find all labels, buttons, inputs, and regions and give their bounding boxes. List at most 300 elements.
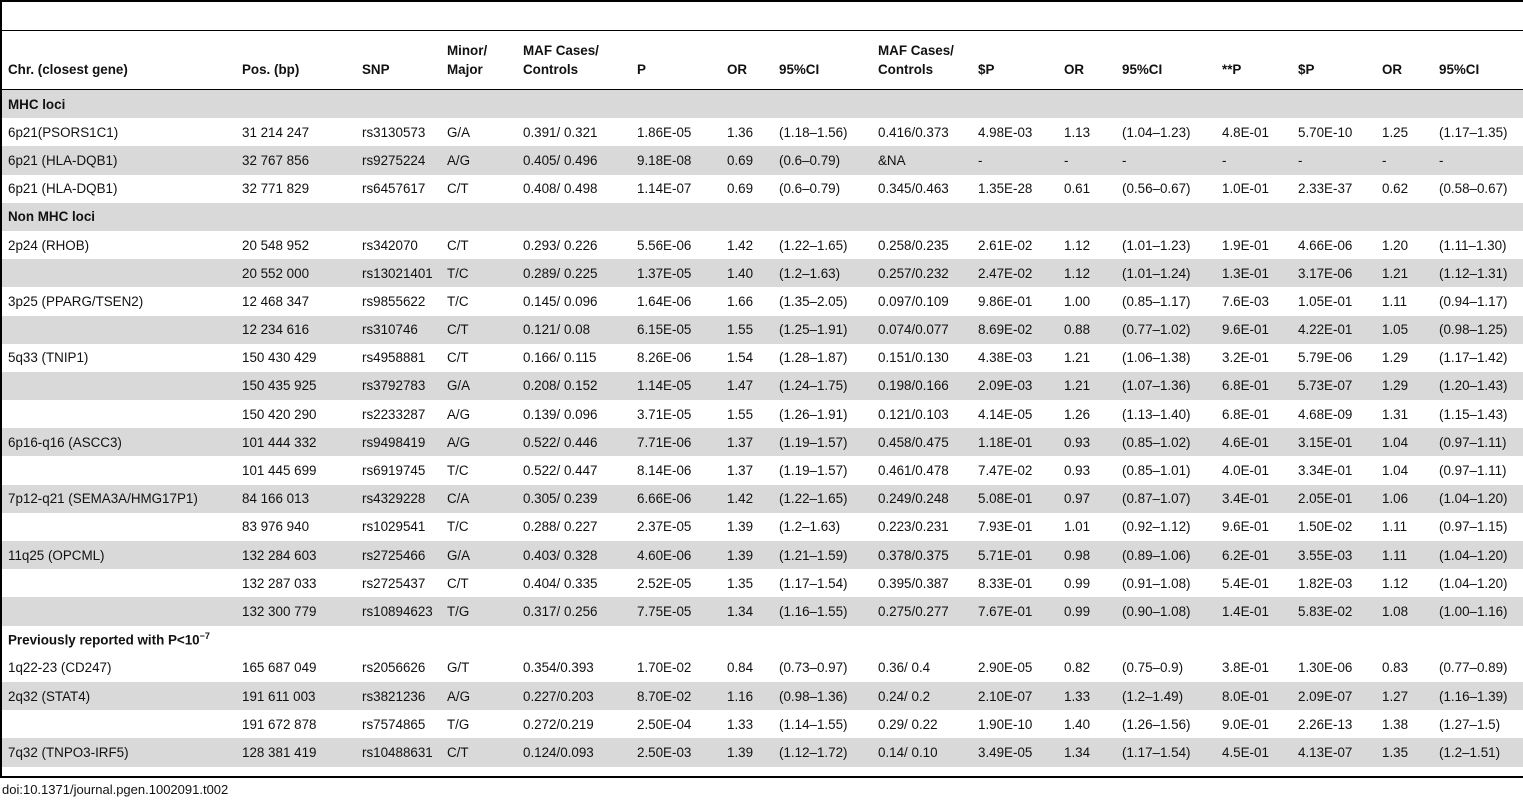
section-title: Previously reported with $P<10^{-7}$ [2,626,1523,654]
table-cell: G/T [447,660,470,676]
table-cell: 6p21(PSORS1C1) [8,124,119,140]
table-cell: (0.97–1.11) [1439,463,1507,479]
column-header: $P [972,35,1058,90]
table-cell: (1.25–1.91) [773,316,872,344]
table-cell: 0.522/ 0.446 [517,428,631,456]
table-cell: 1q22-23 (CD247) [8,660,112,676]
table-cell: (0.98–1.36) [773,682,872,710]
table-cell: 11q25 (OPCML) [2,541,236,569]
table-cell: 0.354/0.393 [523,660,594,676]
table-cell: 3.34E-01 [1298,463,1353,479]
table-cell: (1.22–1.65) [773,485,872,513]
table-cell: 191 672 878 [242,716,317,732]
table-cell: 132 284 603 [236,541,356,569]
table-cell: 0.24/ 0.2 [872,682,972,710]
table-cell: (0.90–1.08) [1116,597,1216,625]
table-cell: (1.2–1.51) [1433,738,1523,766]
table-cell: 31 214 247 [242,124,310,140]
table-cell: 0.208/ 0.152 [517,372,631,400]
table-cell: 4.5E-01 [1216,738,1292,766]
table-cell: 1.39 [721,541,773,569]
table-cell [2,513,236,541]
table-cell: 6p21 (HLA-DQB1) [8,181,118,197]
table-cell: 150 430 429 [242,350,317,366]
table-cell: 1.0E-01 [1222,181,1269,197]
table-cell: (1.00–1.16) [1433,597,1523,625]
table-cell: (1.19–1.57) [779,463,848,479]
table-cell: 1.35 [1376,738,1433,766]
table-cell: (1.01–1.23) [1122,237,1191,253]
table-cell: 128 381 419 [236,738,356,766]
section-title: MHC loci [2,90,1523,119]
table-cell: C/T [441,316,517,344]
table-cell: (0.89–1.06) [1116,541,1216,569]
table-cell: 6.2E-01 [1216,541,1292,569]
table-cell: 1.12 [1058,259,1116,287]
table-cell: 0.404/ 0.335 [523,575,598,591]
table-cell: 0.289/ 0.225 [517,259,631,287]
table-cell: (1.35–2.05) [779,293,848,309]
table-cell: 7.47E-02 [978,463,1033,479]
table-cell: 2p24 (RHOB) [8,237,90,253]
table-cell: 101 445 699 [242,463,317,479]
table-cell: 0.93 [1058,428,1116,456]
top-rule [0,0,1523,2]
table-cell [2,597,236,625]
table-cell: 0.62 [1382,181,1409,197]
doi-caption: doi:10.1371/journal.pgen.1002091.t002 [2,782,229,797]
table-cell: 0.145/ 0.096 [523,293,598,309]
table-row [2,146,1523,174]
table-cell: G/A [441,541,517,569]
table-cell: 1.3E-01 [1216,259,1292,287]
table-cell: 1.70E-02 [637,660,692,676]
table-cell: G/A [441,372,517,400]
table-row [2,231,1523,259]
table-cell: (0.85–1.01) [1122,463,1191,479]
table-cell: 3.15E-01 [1292,428,1376,456]
header-top-rule [0,30,1523,31]
table-cell: 4.8E-01 [1222,124,1269,140]
table-cell: (1.06–1.38) [1122,350,1191,366]
table-cell: 1.06 [1376,485,1433,513]
table-cell: rs3130573 [362,124,426,140]
table-cell: (1.20–1.43) [1433,372,1523,400]
table-cell: rs10894623 [356,597,441,625]
table-cell: 1.11 [1382,293,1408,309]
table-cell: 0.198/0.166 [872,372,972,400]
table-cell: rs9855622 [362,293,426,309]
table-cell: rs13021401 [356,259,441,287]
table-cell: 1.47 [721,372,773,400]
table-cell: 1.12 [1382,575,1409,591]
table-cell: A/G [441,146,517,174]
table-cell: (1.04–1.20) [1433,541,1523,569]
table-cell: (0.75–0.9) [1122,660,1184,676]
table-cell: 0.36/ 0.4 [878,660,931,676]
table-cell: T/C [441,259,517,287]
table-cell: 6.8E-01 [1222,406,1269,422]
table-row [2,485,1523,513]
table-cell: 191 611 003 [236,682,356,710]
table-row [2,456,1523,484]
column-header: OR [1376,35,1433,90]
table-cell: 7.71E-06 [631,428,721,456]
table-cell [2,710,236,738]
table-cell: 2q32 (STAT4) [2,682,236,710]
table-cell: (1.26–1.91) [779,406,848,422]
table-cell: 6p21 (HLA-DQB1) [2,146,236,174]
table-cell: (0.97–1.11) [1433,428,1523,456]
table-cell: rs2725466 [356,541,441,569]
table-cell: 7q32 (TNPO3-IRF5) [2,738,236,766]
table-cell: 9.6E-01 [1222,519,1269,535]
table-cell: 12 234 616 [236,316,356,344]
table-cell: - [972,146,1058,174]
table-cell: G/A [447,124,471,140]
table-cell: T/C [447,519,469,535]
table-row [2,597,1523,625]
column-header: Minor/ Major [441,35,517,90]
table-cell: A/G [447,406,471,422]
table-cell: - [1376,146,1433,174]
table-cell: 165 687 049 [242,660,317,676]
table-cell: 1.34 [1058,738,1116,766]
table-cell: rs2233287 [362,406,426,422]
column-header: 95%CI [1116,35,1216,90]
section-title: Non MHC loci [2,203,1523,231]
table-cell: rs9275224 [356,146,441,174]
table-cell: 1.14E-05 [631,372,721,400]
table-cell: 2.09E-03 [972,372,1058,400]
table-cell: 5.79E-06 [1298,350,1353,366]
table-cell: (1.27–1.5) [1439,716,1501,732]
table-cell: 0.345/0.463 [878,181,949,197]
table-cell: &NA [872,146,972,174]
table-cell: 1.9E-01 [1222,237,1269,253]
table-row [2,259,1523,287]
table-cell: 0.408/ 0.498 [523,181,598,197]
table-cell: 0.275/0.277 [872,597,972,625]
table-cell: 0.458/0.475 [872,428,972,456]
table-cell: (1.04–1.23) [1122,124,1191,140]
table-cell: 4.66E-06 [1298,237,1353,253]
table-cell: 1.21 [1064,350,1091,366]
table-cell: 6.8E-01 [1216,372,1292,400]
table-cell: 32 771 829 [242,181,310,197]
table-cell: 0.391/ 0.321 [523,124,598,140]
table-cell: 1.08 [1376,597,1433,625]
column-header: OR [721,35,773,90]
table-cell: rs9498419 [356,428,441,456]
column-header: Chr. (closest gene) [2,35,236,90]
table-cell: (1.15–1.43) [1439,406,1508,422]
table-cell: T/C [447,293,469,309]
table-cell: T/G [441,597,517,625]
table-cell: 84 166 013 [236,485,356,513]
table-row [2,372,1523,400]
table-cell: 2.37E-05 [637,519,692,535]
table-cell: (0.56–0.67) [1122,181,1191,197]
table-cell: T/G [447,716,470,732]
table-cell: rs6457617 [362,181,426,197]
table-cell: (1.18–1.56) [779,124,848,140]
table-cell: rs2056626 [362,660,426,676]
results-table [2,35,1523,767]
table-cell: 0.227/0.203 [517,682,631,710]
table-cell: (1.07–1.36) [1116,372,1216,400]
table-cell: (1.2–1.49) [1116,682,1216,710]
table-cell: 1.16 [721,682,773,710]
table-cell: 3.8E-01 [1222,660,1269,676]
table-cell: (0.6–0.79) [779,181,841,197]
table-cell: 0.69 [727,181,754,197]
table-body [2,90,1523,767]
table-cell: (0.94–1.17) [1439,293,1508,309]
table-cell: (0.77–1.02) [1116,316,1216,344]
table-cell: 0.461/0.478 [878,463,949,479]
table-cell: (1.16–1.39) [1433,682,1523,710]
table-cell: 1.35 [727,575,754,591]
table-cell: 0.83 [1382,660,1409,676]
table-cell: (1.19–1.57) [773,428,872,456]
table-cell: 3.71E-05 [637,406,692,422]
table-cell: 8.69E-02 [972,316,1058,344]
table-cell: 9.6E-01 [1216,316,1292,344]
table-cell: - [1116,146,1216,174]
table-cell: 3.17E-06 [1292,259,1376,287]
table-cell: 20 552 000 [236,259,356,287]
table-cell: 12 468 347 [242,293,310,309]
table-cell: - [1292,146,1376,174]
table-cell: rs6919745 [362,463,426,479]
table-cell: 0.249/0.248 [872,485,972,513]
table-cell: 150 435 925 [236,372,356,400]
table-cell: 1.55 [721,316,773,344]
table-cell: 0.223/0.231 [878,519,949,535]
table-cell: 5.71E-01 [972,541,1058,569]
table-cell: (0.97–1.15) [1439,519,1508,535]
column-header: P [631,35,721,90]
table-cell: 0.151/0.130 [878,350,949,366]
table-cell: (0.92–1.12) [1122,519,1191,535]
table-row [2,118,1523,146]
table-cell: 7.93E-01 [978,519,1033,535]
column-header: MAF Cases/ Controls [517,35,631,90]
table-cell: 3.49E-05 [972,738,1058,766]
table-cell: (1.04–1.20) [1433,485,1523,513]
table-cell: 8.33E-01 [978,575,1033,591]
table-cell: 0.97 [1058,485,1116,513]
table-cell [2,400,236,428]
table-cell: 1.90E-10 [978,716,1033,732]
table-cell: 0.99 [1058,597,1116,625]
table-cell: 0.124/0.093 [517,738,631,766]
bottom-rule [0,776,1523,778]
table-cell: 0.405/ 0.496 [517,146,631,174]
table-cell: 7.67E-01 [972,597,1058,625]
table-cell: (1.17–1.42) [1439,350,1508,366]
table-cell: 7.6E-03 [1222,293,1269,309]
table-cell: 3.55E-03 [1292,541,1376,569]
table-cell: (0.58–0.67) [1439,181,1508,197]
table-cell: 1.36 [727,124,754,140]
table-cell: 2.52E-05 [637,575,692,591]
table-cell: 8.14E-06 [637,463,692,479]
table-row [2,513,1523,541]
table-cell: 1.20 [1382,237,1409,253]
table-cell: 0.121/ 0.08 [517,316,631,344]
table-cell: 1.40 [1064,716,1091,732]
table-cell: 6.66E-06 [631,485,721,513]
table-cell: 2.50E-04 [637,716,692,732]
table-cell: 1.00 [1064,293,1091,309]
table-cell: 1.37E-05 [631,259,721,287]
table-cell: rs310746 [356,316,441,344]
table-cell: 1.27 [1376,682,1433,710]
table-cell: 2.09E-07 [1292,682,1376,710]
table-cell: 1.38 [1382,716,1409,732]
table-cell: rs3821236 [356,682,441,710]
table-cell [2,316,236,344]
table-cell: 1.39 [721,738,773,766]
table-cell: (1.24–1.75) [773,372,872,400]
table-cell: 2.61E-02 [978,237,1033,253]
header-row [2,35,1523,90]
table-cell: 2.90E-05 [978,660,1033,676]
table-cell: 4.38E-03 [978,350,1033,366]
table-cell: 0.416/0.373 [878,124,949,140]
table-cell: C/A [441,485,517,513]
table-cell: 1.31 [1382,406,1409,422]
table-row [2,710,1523,738]
table-cell: 1.05E-01 [1298,293,1353,309]
table-cell: 3.4E-01 [1216,485,1292,513]
column-header: $P [1292,35,1376,90]
table-cell: 0.29/ 0.22 [878,716,938,732]
table-cell: 0.317/ 0.256 [517,597,631,625]
table-cell: 1.11 [1376,541,1433,569]
column-header: 95%CI [1433,35,1523,90]
table-cell: C/T [447,181,469,197]
table-cell: 150 420 290 [242,406,317,422]
table-cell: 0.88 [1058,316,1116,344]
table-cell: 0.403/ 0.328 [517,541,631,569]
table-cell: 9.0E-01 [1222,716,1269,732]
table-cell: 1.64E-06 [637,293,692,309]
table-cell: (1.12–1.72) [773,738,872,766]
table-cell: 0.522/ 0.447 [523,463,598,479]
section-row [2,90,1523,119]
table-cell: (1.22–1.65) [779,237,848,253]
table-cell: rs3792783 [356,372,441,400]
table-row [2,428,1523,456]
table-cell: 0.395/0.387 [878,575,949,591]
table-cell: (1.17–1.54) [1116,738,1216,766]
table-cell: 0.378/0.375 [872,541,972,569]
table-cell: rs1029541 [362,519,426,535]
table-cell: 0.61 [1064,181,1091,197]
table-cell: 1.12 [1064,237,1091,253]
table-cell: 1.21 [1376,259,1433,287]
table-cell: 0.288/ 0.227 [523,519,598,535]
table-cell: 3p25 (PPARG/TSEN2) [8,293,144,309]
table-cell: 2.50E-03 [631,738,721,766]
table-cell: 5.08E-01 [972,485,1058,513]
table-cell: 1.55 [727,406,754,422]
table-cell: 0.121/0.103 [878,406,949,422]
table-cell: 1.30E-06 [1298,660,1353,676]
section-row [2,203,1523,231]
table-cell: 0.305/ 0.239 [517,485,631,513]
table-cell: 1.33 [1058,682,1116,710]
table-cell: 1.82E-03 [1298,575,1353,591]
table-cell: A/G [441,682,517,710]
table-cell: 1.04 [1382,463,1409,479]
column-header: MAF Cases/ Controls [872,35,972,90]
column-header: SNP [356,35,441,90]
table-cell: 5.56E-06 [637,237,692,253]
table-cell: T/C [447,463,469,479]
table-row [2,344,1523,372]
table-cell: 1.4E-01 [1216,597,1292,625]
table-cell: 1.29 [1382,350,1409,366]
table-row [2,682,1523,710]
table-cell: 0.272/0.219 [523,716,594,732]
table-cell: 1.37 [721,428,773,456]
table-cell: 1.33 [727,716,754,732]
table-cell: 1.86E-05 [637,124,692,140]
table-cell: 5q33 (TNIP1) [8,350,89,366]
table-cell: 4.0E-01 [1222,463,1269,479]
table-cell: 0.166/ 0.115 [523,350,597,366]
table-cell: 2.05E-01 [1292,485,1376,513]
table-cell: 0.99 [1064,575,1091,591]
column-header: 95%CI [773,35,872,90]
table-cell: 4.13E-07 [1292,738,1376,766]
table-cell: 2.26E-13 [1298,716,1353,732]
table-cell: C/T [441,738,517,766]
table-cell: 0.097/0.109 [878,293,949,309]
table-cell: (1.2–1.63) [773,259,872,287]
table-cell [2,259,236,287]
table-cell: 7.75E-05 [631,597,721,625]
table-cell: (1.21–1.59) [773,541,872,569]
table-cell: 1.37 [727,463,754,479]
table-cell: rs10488631 [356,738,441,766]
table-cell: 0.82 [1064,660,1091,676]
table-row [2,541,1523,569]
table-cell: 0.258/0.235 [878,237,949,253]
table-cell: 8.70E-02 [631,682,721,710]
table-cell: (1.12–1.31) [1433,259,1523,287]
table-cell: 9.18E-08 [631,146,721,174]
table-row [2,175,1523,203]
table-cell: rs4958881 [362,350,426,366]
table-cell: 4.68E-09 [1298,406,1353,422]
table-cell: 1.40 [721,259,773,287]
table-cell: (0.6–0.79) [773,146,872,174]
table-cell: 4.6E-01 [1216,428,1292,456]
table-cell: 20 548 952 [242,237,310,253]
table-cell: (1.11–1.30) [1439,237,1507,253]
table-cell: 0.84 [727,660,754,676]
table-cell [2,456,236,484]
column-header: Pos. (bp) [236,35,356,90]
table-cell: C/T [447,237,469,253]
table-cell: - [1216,146,1292,174]
table-cell: 1.11 [1382,519,1408,535]
